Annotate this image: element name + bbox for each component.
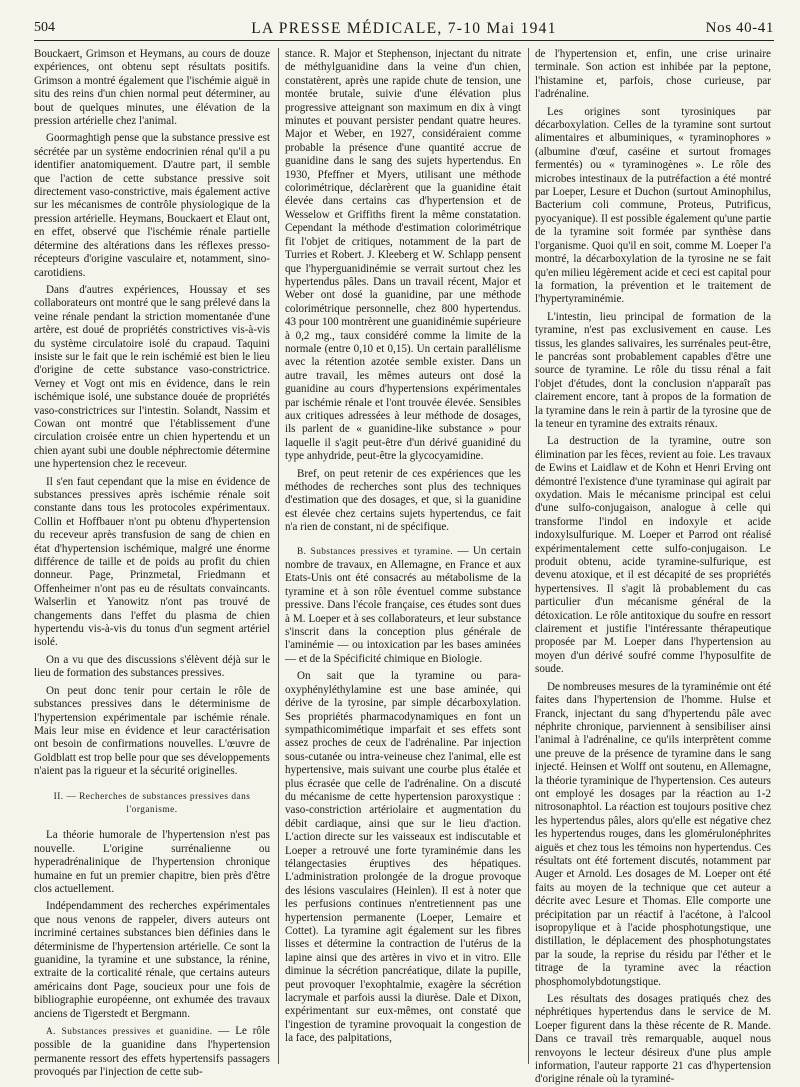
paragraph: stance. R. Major et Stephenson, injectant du nitrate de méthylguanidine dans la veine d'un chien, constatèrent, après une rapide chute de tension, une montée brutale, suivie d'une élévation plus progressive atteignant son maximum en dix à vingt minutes et pouvant persister pendant quatre heures. Major et Weber, en 1927, considéraient comme probable la présence d'une quantité accrue de guanidine dans le sang des sujets hypertendus. En 1930, Pfeffner et Myers, utilisant une méthode colorimétrique, déclarèrent que la guanidine était élevée dans certains cas d'hypertension et de Wesselow et Griffiths firent la même constatation. Cependant la méthode d'estimation colorimétrique fit l'objet de critiques, notamment de la part de Turries et Robert. J. Kleeberg et W. Schlapp pensent que l'hyperguanidinémie se verrait surtout chez les hypertendus pâles. Dans un travail récent, Major et Weber ont dosé la guanidine, par une méthode colorimétrique personnelle, chez 800 hypertendus. 43 pour 100 montrèrent une guanidinémie supérieure à 0,2 mg., taux considéré comme la limite de la normale (entre 0,10 et 0,15). Un certain parallélisme avec la rétention azotée semble exister. Dans un autre travail, les mêmes auteurs ont dosé la guanidine au cours d'hypertensions expérimentales par ischémie rénale et l'ont trouvée élevée. Sensibles aux critiques adressées à leur méthode de dosages, ils parlent de « guanidine-like substance » pour laquelle il s'agit peut-être d'un dérivé guanidiné du type anhydride, peut-être la glycocyamidine. [285, 48, 521, 463]
issue-number: Nos 40-41 [705, 20, 774, 36]
paragraph: Bref, on peut retenir de ces expériences que les méthodes de recherches sont plus des techniques d'estimation que des dosages, et que, si la guanidine est élevée chez certains sujets hypertendus, ce fait n'a rien de constant, ni de spécifique. [285, 467, 521, 534]
paragraph: de l'hypertension et, enfin, une crise urinaire terminale. Son action est inhibée par la peptone, l'histamine et, parfois, chose curieuse, par l'adrénaline. [535, 48, 771, 101]
paragraph: L'intestin, lieu principal de formation de la tyramine, n'est pas exclusivement en cause. Les tissus, les glandes salivaires, les surrénales peut-être, le pancréas sont probablement capables d'être une source de tyramine. Le rôle du tissu rénal a fait l'objet d'études, dont la conclusion n'apparaît pas clairement encore, tant à propos de la formation de la tyramine dans le rein à partir de la tyrosine que de la teneur en tyramine des extraits rénaux. [535, 310, 771, 430]
paragraph: On sait que la tyramine ou para-oxyphényléthylamine est une base aminée, qui dérive de la tyrosine, par simple décarboxylation. Ses propriétés pharmacodynamiques en font un sympathicomimétique imparfait et ses effets sont assez proches de ceux de l'adrénaline. Par injection sous-cutanée ou intra-veineuse chez l'animal, elle est hypertensive, mais suivant une courbe plus étalée et plus écrasée que celle de l'adrénaline. On a discuté du mécanisme de cette hypertension paroxystique : vaso-constriction artériolaire et augmentation du débit cardiaque, ainsi que sur le lieu d'action. L'action directe sur les vaisseaux est indiscutable et Loeper a retrouvé une forte tyraminémie dans les télangectasies éruptives des hépatiques. L'administration prolongée de la drogue provoque des lésions vasculaires (Heinlen). Il est à noter que les perfusions continues n'entretiennent pas une hypertension permanente (Loeper, Lemaire et Cottet). La tyramine agit également sur les fibres lisses et détermine la contraction de l'utérus de la lapine ainsi que des artères in vivo et in vitro. Elle diminue la sécrétion pancréatique, dilate la pupille, peut provoquer l'exophtalmie, exagère la sécrétion lacrymale et parfois aussi la diurèse. Dale et Dixon, expérimentant sur eux-mêmes, ont constaté que l'ingestion de tyramine provoquait la congestion de la face, des palpitations, [285, 670, 521, 1045]
paragraph [285, 545, 521, 667]
column-rule [278, 48, 279, 1064]
paragraph: Les origines sont tyrosiniques par décarboxylation. Celles de la tyramine sont surtout alimentaires et albuminiques, « tyraminophores » (albumine d'œuf, caséine et surtout fromages fermentés) ou « tyraminogènes ». Le rôle des microbes intestinaux de la putréfaction a été montré par Loeper, Lesure et Duchon (surtout Aminophilus, Bacterium coli commune, Proteus, Putrificus, pyocyanique). Il est possible également qu'une partie de la tyramine soit formée par synthèse dans l'organisme. Quoi qu'il en soit, comme M. Loeper l'a montré, la décarboxylation de la tyrosine ne se fait qu'en milieu légèrement acide et ceci est capital pour la formation, la prévention et le traitement de l'hypertyraminémie. [535, 105, 771, 306]
paragraph: Goormaghtigh pense que la substance pressive est sécrétée par un système endocrinien rénal qu'il a pu identifier anatomiquement. D'autre part, il semble que l'action de cette substance pressive soit directement vaso-constrictive, mais également active sur les mécanismes de contrôle physiologique de la pression artérielle. Heymans, Bouckaert et Elaut ont, en effet, observé que l'ischémie rénale partielle détermine des altérations dans les réflexes presso-récepteurs d'origine vasculaire et, notamment, sino-carotidiens. [34, 132, 270, 279]
page-number: 504 [34, 20, 55, 35]
text-column-3 [535, 48, 771, 1086]
paragraph: On a vu que des discussions s'élèvent déjà sur le lieu de formation des substances pressives. [34, 653, 270, 680]
paragraph [34, 1025, 270, 1080]
text-column-1 [34, 48, 270, 1079]
header-rule [34, 40, 774, 41]
journal-title: LA PRESSE MÉDICALE, 7-10 Mai 1941 [251, 20, 557, 37]
paragraph: Indépendamment des recherches expérimentales que nous venons de rappeler, divers auteurs ont incriminé certaines substances bien définies dans le déterminisme de l'hypertension artérielle. Ce sont la guanidine, la tyramine et une substance, la rénine, extraite de la corticalité rénale, que certains auteurs américains dont Page, soucieux pour une fois de bibliographie européenne, ont exhumée des travaux anciens de Tigerstedt et Bergmann. [34, 900, 270, 1020]
paragraph: Les résultats des dosages pratiqués chez des néphrétiques hypertendus dans le service de M. Loeper figurent dans la thèse récente de R. Mande. Dans ce travail très remarquable, auquel nous renvoyons le lecteur désireux d'une plus ample information, l'auteur rapporte 21 cas d'hypertension d'origine rénale où la tyraminé- [535, 993, 771, 1086]
text-column-2 [285, 48, 521, 1064]
paragraph: La théorie humorale de l'hypertension n'est pas nouvelle. L'origine surrénalienne ou hyperadrénalinique de l'hypertension chronique humaine en fut un premier chapitre, bien près d'être clos actuellement. [34, 829, 270, 895]
page-header [34, 20, 774, 40]
paragraph: Bouckaert, Grimson et Heymans, au cours de douze expériences, ont obtenu sept résultats positifs. Grimson a montré également que l'ischémie aiguë in situ des reins d'un chien normal peut déterminer, au bout de quelques minutes, une élévation de la pression artérielle chez l'animal. [34, 48, 270, 128]
subsection-heading: B. Substances pressives et tyramine. [297, 546, 454, 557]
paragraph-text: — Le rôle possible de la guanidine dans l'hypertension permanente ressort des effets hypertensifs passagers provoqués par l'injection de cette sub- [34, 1025, 270, 1079]
paragraph: De nombreuses mesures de la tyraminémie ont été faites dans l'hypertension de l'homme. Hulse et Franck, injectant du sang d'hypertendu pâle avec néphrite chronique, parviennent à sensibiliser ainsi l'animal à l'adrénaline, ce qu'ils interprètent comme une preuve de la présence de tyramine dans le sang injecté. Heinsen et Wolff ont soutenu, en Allemagne, la théorie tyraminique de l'hypertension. Ces auteurs ont employé les dosages par la réaction au 1-2 nitrosonaphtol. La réaction est toujours positive chez les hypertendus pâles, alors qu'elle est négative chez les hypertendus rouges, dans les glomérulonéphrites aiguës et chez tous les témoins non hypertendus. Ces résultats ont été fortement discutés, notamment par Auger et Arnold. Les dosages de M. Loeper ont été faits au moyen de la technique que cet auteur a décrite avec Lesure et Thomas. Elle comporte une précipitation par un réactif à l'acétone, à l'alcool isopropylique et à l'acide phosphotungstique, une distillation, le déplacement des phosphotungstates par la soude, la reprise du résidu par l'éther et le titrage de la tyramine avec la réaction phosphomolybdotungstique. [535, 680, 771, 988]
paragraph: Dans d'autres expériences, Houssay et ses collaborateurs ont montré que le sang prélevé dans la veine rénale pendant la striction momentanée d'une artère, est doué de propriétés constrictives vis-à-vis du système circulatoire isolé du crapaud. Taquini insiste sur le fait que le rein ischémié est bien le lieu d'origine de cette substance vaso-constrictrice. Verney et Vogt ont mis en évidence, dans le rein ischémique isolé, une substance douée de propriétés vaso-constrictrices sur l'intestin. Solandt, Nassim et Cowan ont montré que l'établissement d'une circulation croisée entre un chien hypertendu et un chien ayant subi une double néphrectomie détermine une hypertension chez le receveur. [34, 283, 270, 471]
paragraph: On peut donc tenir pour certain le rôle de substances pressives dans le déterminisme de l'hypertension expérimentale par ischémie rénale. Mais leur mise en évidence et leur caractérisation ont besoin de confirmations nouvelles. L'œuvre de Goldblatt est trop belle pour que ses développements n'aient pas la rigueur et la sécurité originelles. [34, 684, 270, 778]
paragraph-text: — Un certain nombre de travaux, en Allemagne, en France et aux Etats-Unis ont été consacrés au métabolisme de la tyramine et à son rôle éventuel comme substance pressive. Dans l'école française, ces études sont dues à M. Loeper et à ses collaborateurs, et leur substance s'inscrit dans la conception plus générale de l'aminémie — ou intoxication par les bases aminées — et de la Spécificité chimique en Biologie. [285, 544, 521, 665]
column-rule [528, 48, 529, 1064]
paragraph: Il s'en faut cependant que la mise en évidence de substances pressives après ischémie rénale soit constante dans tous les protocoles expérimentaux. Collin et Hoffbauer n'ont pu obtenu d'hypertension du receveur après transfusion de sang de chien en état d'hypertension ischémique, malgré une énorme différence de taille et de poids au profit du chien donneur. Page, Prinzmetal, Friedmann et Offenheimer n'ont pas eu de résultats convaincants. Walserlin et Yanowitz n'ont pas trouvé de changements dans l'effet du plasma de chien hypertendu vis-à-vis du tonus d'un segment artériel isolé. [34, 475, 270, 649]
section-heading: II. — Recherches de substances pressives dans l'organisme. [53, 791, 251, 815]
subsection-heading: A. Substances pressives et guanidine. [46, 1027, 213, 1038]
paragraph: La destruction de la tyramine, outre son élimination par les fèces, revient au foie. Les travaux de Ewins et Laidlaw et de Kohn et Henri Erving ont démontré l'existence d'une tyraminase qui agirait par oxydation. Mais le mécanisme principal est celui d'une sulfo-conjugaison, analogue à celle qui transforme l'indol en indoxyle et acide indoxylsulfurique. M. Loeper et Parrod ont réalisé expérimentalement cette sulfo-conjugaison. Le produit obtenu, acide tyramine-sulfurique, est devenu atoxique, et il est décapité de ses propriétés hypertensives. Il s'agit là probablement du cas particulier d'un mécanisme général de la détoxication. Le rôle antitoxique du soufre en ressort clairement et justifie l'intéressante thérapeutique proposée par M. Loeper dans l'hypertension au moyen d'un dérivé soufré comme l'hyposulfite de soude. [535, 435, 771, 676]
